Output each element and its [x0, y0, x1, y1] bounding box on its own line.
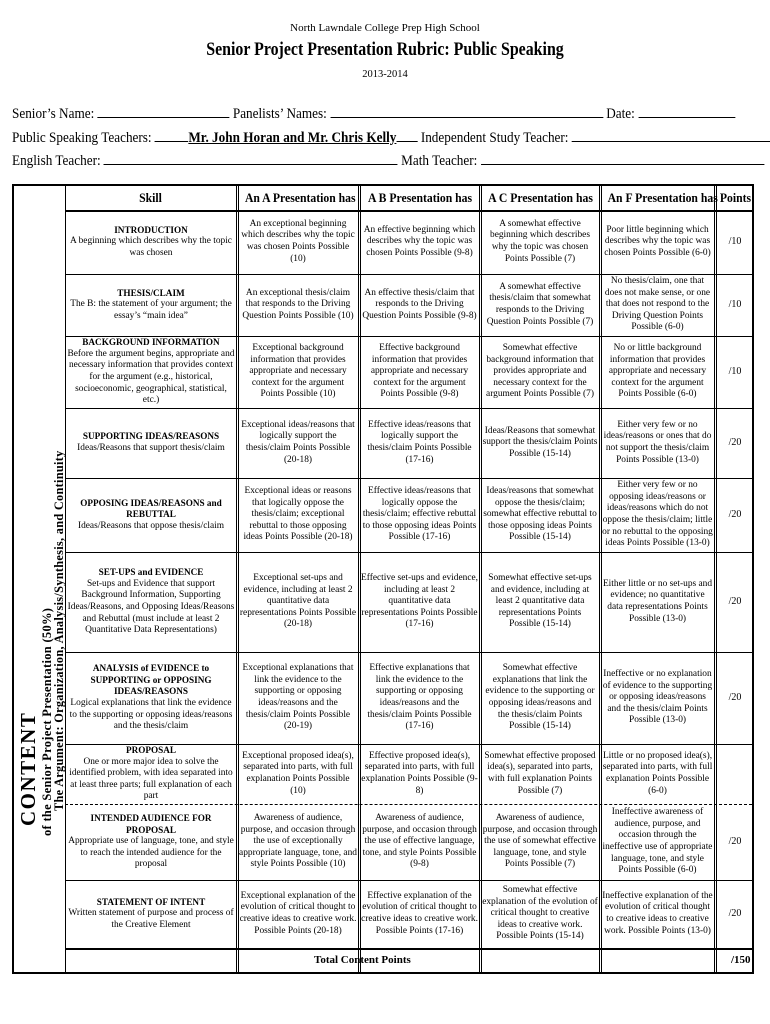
grade-a-cell: Exceptional background information that provides appropriate and necessary context for the argument Points Possible (10): [249, 343, 347, 400]
math-field[interactable]: [481, 150, 764, 165]
grade-f-cell: Little or no proposed idea(s), separated into parts, with full explanation Points Possible (6-0): [602, 750, 713, 796]
points-cell[interactable]: /10: [728, 366, 742, 378]
grade-a-cell: Awareness of audience, purpose, and occasion through the use of exceptionally appropriate language, tone, and style Points Possible (10): [239, 813, 357, 870]
skill-cell: [67, 211, 235, 273]
total-rule: [65, 948, 752, 950]
grade-b-cell: An effective thesis/claim that responds to the Driving Question Points Possible (9-8): [362, 287, 477, 321]
ps-teachers-label: Public Speaking Teachers:: [12, 130, 152, 146]
grade-b-cell: Awareness of audience, purpose, and occasion through the use of effective language, tone, and style Points Possible (9-8): [362, 813, 477, 870]
points-cell[interactable]: /20: [728, 836, 742, 848]
skill-description: The B: the statement of your argument; the essay’s “main idea”: [70, 299, 232, 321]
points-cell[interactable]: [717, 745, 753, 803]
grade-c-cell: Awareness of audience, purpose, and occasion through the use of somewhat effective language, tone, and style Points Possible (7): [482, 813, 598, 870]
points-cell[interactable]: /20: [728, 596, 742, 608]
grade-c-cell: Ideas/Reasons that somewhat support the thesis/claim Points Possible (15-14): [482, 425, 598, 459]
skill-description: Written statement of purpose and process of the Creative Element: [68, 908, 234, 930]
total-label: Total Content Points: [314, 954, 411, 966]
skill-title: THESIS/CLAIM: [117, 287, 185, 298]
grade-a-cell: Exceptional ideas or reasons that logically oppose the thesis/claim; exceptional rebuttal to those opposing ideas Points Possible (20-18): [243, 486, 353, 543]
grade-f-cell: Either very few or no ideas/reasons or ones that do not support the thesis/claim Points Possible (13-0): [603, 419, 712, 465]
date-field[interactable]: [638, 103, 735, 118]
page-title: Senior Project Presentation Rubric: Public Speaking: [206, 40, 564, 60]
grade-a-cell: An exceptional thesis/claim that responds to the Driving Question Points Possible (10): [242, 287, 354, 321]
grade-f-cell: Poor little beginning which describes why the topic was chosen Points Possible (6-0): [604, 224, 711, 258]
side-label-content: CONTENT: [16, 711, 40, 826]
grade-b-cell: Effective ideas/reasons that logically support the thesis/claim Points Possible (17-16): [367, 419, 472, 465]
grade-b-cell: Effective proposed idea(s), separated into parts, with full explanation Points Possible (9-8): [361, 750, 478, 796]
math-label: Math Teacher:: [401, 153, 478, 169]
grade-b-cell: Effective explanations that link the evidence to the supporting or opposing ideas/reasons and the thesis/claim Points Possible (17-16): [367, 663, 472, 732]
skill-cell: [67, 745, 235, 803]
grade-b-cell: Effective explanation of the evolution of critical thought to creative ideas to creative work. Possible Points (17-16): [361, 890, 478, 936]
side-label-argument: The Argument: Organization, Analysis/Synthesis, and Continuity: [52, 450, 66, 811]
points-cell[interactable]: /20: [728, 509, 742, 521]
grade-c-cell: Somewhat effective background information that provides appropriate and necessary context for the argument Points Possible (7): [486, 343, 594, 400]
panelists-label: Panelists’ Names:: [232, 106, 327, 122]
senior-name-field[interactable]: [98, 103, 230, 118]
grade-c-cell: Somewhat effective explanations that link the evidence to the supporting or opposing ideas/reasons and the thesis/claim Points Possible (15-14): [485, 663, 595, 732]
grade-a-cell: Exceptional explanation of the evolution of critical thought to creative ideas to creative work. Possible Points (20-18): [239, 890, 357, 936]
points-cell[interactable]: /10: [728, 299, 742, 311]
skill-title: BACKGROUND INFORMATION: [82, 337, 220, 348]
form-line-names: [12, 103, 735, 123]
school-name: North Lawndale College Prep High School: [290, 22, 480, 34]
skill-description: Ideas/Reasons that support thesis/claim: [77, 443, 225, 453]
col-rule: [65, 186, 66, 972]
skill-title: SUPPORTING IDEAS/REASONS: [82, 431, 220, 442]
grade-a-cell: Exceptional ideas/reasons that logically support the thesis/claim Points Possible (20-18): [241, 419, 355, 465]
grade-c-cell: A somewhat effective beginning which describes why the topic was chosen Points Possible (7): [490, 218, 590, 264]
col-header-f: An F Presentation has: [607, 190, 718, 205]
col-header-points: Points: [719, 190, 752, 205]
skill-cell: [67, 881, 235, 947]
blank-underline: [155, 127, 188, 142]
col-header-skill: Skill: [139, 190, 162, 205]
skill-cell: [67, 337, 235, 407]
points-cell[interactable]: /20: [728, 437, 742, 449]
date-label: Date:: [606, 106, 635, 122]
ps-teachers-value: Mr. John Horan and Mr. Chris Kelly: [188, 130, 397, 146]
senior-name-label: Senior’s Name:: [12, 106, 95, 122]
skill-title: INTENDED AUDIENCE FOR PROPOSAL: [90, 813, 212, 835]
points-cell[interactable]: /20: [728, 692, 742, 704]
independent-field[interactable]: [572, 127, 770, 142]
grade-b-cell: An effective beginning which describes why the topic was chosen Points Possible (9-8): [363, 224, 476, 258]
col-header-a: An A Presentation has: [244, 190, 356, 205]
grade-f-cell: No thesis/claim, one that does not make sense, or one that does not respond to the Driving Question Points Possible (6-0): [604, 276, 711, 333]
skill-title: STATEMENT OF INTENT: [96, 896, 206, 907]
grade-c-cell: Ideas/reasons that somewhat oppose the thesis/claim; somewhat effective rebuttal to those opposing ideas Points Possible (15-14): [483, 486, 597, 543]
skill-cell: [67, 275, 235, 335]
english-field[interactable]: [104, 150, 398, 165]
grade-c-cell: Somewhat effective set-ups and evidence, including at least 2 quantitative data representations Points Possible (15-14): [488, 573, 592, 630]
skill-cell: [67, 653, 235, 743]
rubric-table: [12, 184, 754, 974]
skill-cell: [67, 553, 235, 651]
skill-description: Before the argument begins, appropriate and necessary information that provides context for the argument (e.g., historical, socioeconomic, geographical, statistical, etc.): [67, 348, 235, 406]
skill-title: PROPOSAL: [125, 745, 177, 756]
grade-a-cell: An exceptional beginning which describes why the topic was chosen Points Possible (10): [241, 218, 355, 264]
panelists-field[interactable]: [330, 103, 603, 118]
skill-title: SET-UPS and EVIDENCE: [98, 567, 204, 578]
english-label: English Teacher:: [12, 153, 101, 169]
skill-title: INTRODUCTION: [114, 224, 188, 235]
grade-f-cell: No or little background information that provides appropriate and necessary context for the argument Points Possible (6-0): [608, 343, 707, 400]
col-header-c: A C Presentation has: [488, 190, 593, 205]
grade-a-cell: Exceptional explanations that link the evidence to the supporting or opposing ideas/reasons and the thesis/claim Points Possible (20-19): [242, 663, 354, 732]
grade-c-cell: Somewhat effective explanation of the evolution of critical thought to creative ideas to creative work. Possible Points (15-14): [482, 885, 598, 942]
grade-c-cell: A somewhat effective thesis/claim that somewhat responds to the Driving Question Points Possible (7): [486, 281, 594, 327]
form-line-subjects: [12, 150, 764, 170]
skill-cell: [67, 479, 235, 551]
grade-b-cell: Effective set-ups and evidence, including at least 2 quantitative data representations Points Possible (17-16): [361, 573, 478, 630]
skill-cell: [67, 805, 235, 879]
grade-c-cell: Somewhat effective proposed idea(s), separated into parts, with full explanation Points Possible (7): [484, 750, 596, 796]
school-year: 2013-2014: [362, 69, 408, 80]
grade-f-cell: Either very few or no opposing ideas/reasons or ideas/reasons which do not oppose the thesis/claim; little or no rebuttal to the opposing ideas Points Possible (13-0): [602, 480, 713, 549]
grade-b-cell: Effective ideas/reasons that logically oppose the thesis/claim; effective rebuttal to those opposing ideas Points Possible (17-16): [362, 486, 477, 543]
side-label-percent: of the Senior Project Presentation (50%): [40, 607, 54, 836]
total-points: /150: [731, 954, 751, 966]
skill-cell: [67, 409, 235, 477]
grade-a-cell: Exceptional set-ups and evidence, including at least 2 quantitative data representations Points Possible (20-18): [239, 573, 357, 630]
grade-f-cell: Ineffective explanation of the evolution of critical thought to creative ideas to creative work. Possible Points (13-0): [602, 890, 713, 936]
grade-f-cell: Either little or no set-ups and evidence; no quantitative data representations Points Possible (13-0): [602, 578, 713, 624]
skill-description: A beginning which describes why the topic was chosen: [70, 236, 232, 258]
skill-description: Logical explanations that link the evidence to the supporting or opposing ideas/reasons and the thesis/claim: [69, 698, 233, 732]
grade-b-cell: Effective background information that provides appropriate and necessary context for the argument Points Possible (9-8): [370, 343, 469, 400]
form-line-teachers: [12, 127, 770, 147]
grade-a-cell: Exceptional proposed idea(s), separated into parts, with full explanation Points Possible (10): [242, 750, 354, 796]
skill-title: ANALYSIS of EVIDENCE to SUPPORTING or OPPOSING IDEAS/REASONS: [90, 663, 212, 697]
skill-description: One or more major idea to solve the identified problem, with idea separated into at least three parts; full explanation of each part: [69, 756, 233, 802]
grade-f-cell: Ineffective or no explanation of evidence to the supporting or opposing ideas/reasons and the thesis/claim Points Possible (13-0): [602, 669, 713, 726]
skill-description: Ideas/Reasons that oppose thesis/claim: [77, 520, 225, 531]
independent-label: Independent Study Teacher:: [420, 130, 569, 146]
skill-description: Set-ups and Evidence that support Background Information, Supporting Ideas/Reasons, and Opposing Ideas/Reasons and Rebuttal (must include at least 2 Quantitative Data Representations): [67, 578, 235, 636]
points-cell[interactable]: /10: [728, 236, 742, 248]
skill-title: OPPOSING IDEAS/REASONS and REBUTTAL: [80, 497, 222, 520]
skill-description: Appropriate use of language, tone, and style to reach the intended audience for the proposal: [68, 836, 234, 870]
blank-underline: [396, 127, 417, 142]
col-header-b: A B Presentation has: [367, 190, 473, 205]
points-cell[interactable]: /20: [728, 908, 742, 920]
grade-f-cell: Ineffective awareness of audience, purpose, and occasion through the ineffective use of appropriate language, tone, and style Points Possible (6-0): [602, 807, 713, 876]
